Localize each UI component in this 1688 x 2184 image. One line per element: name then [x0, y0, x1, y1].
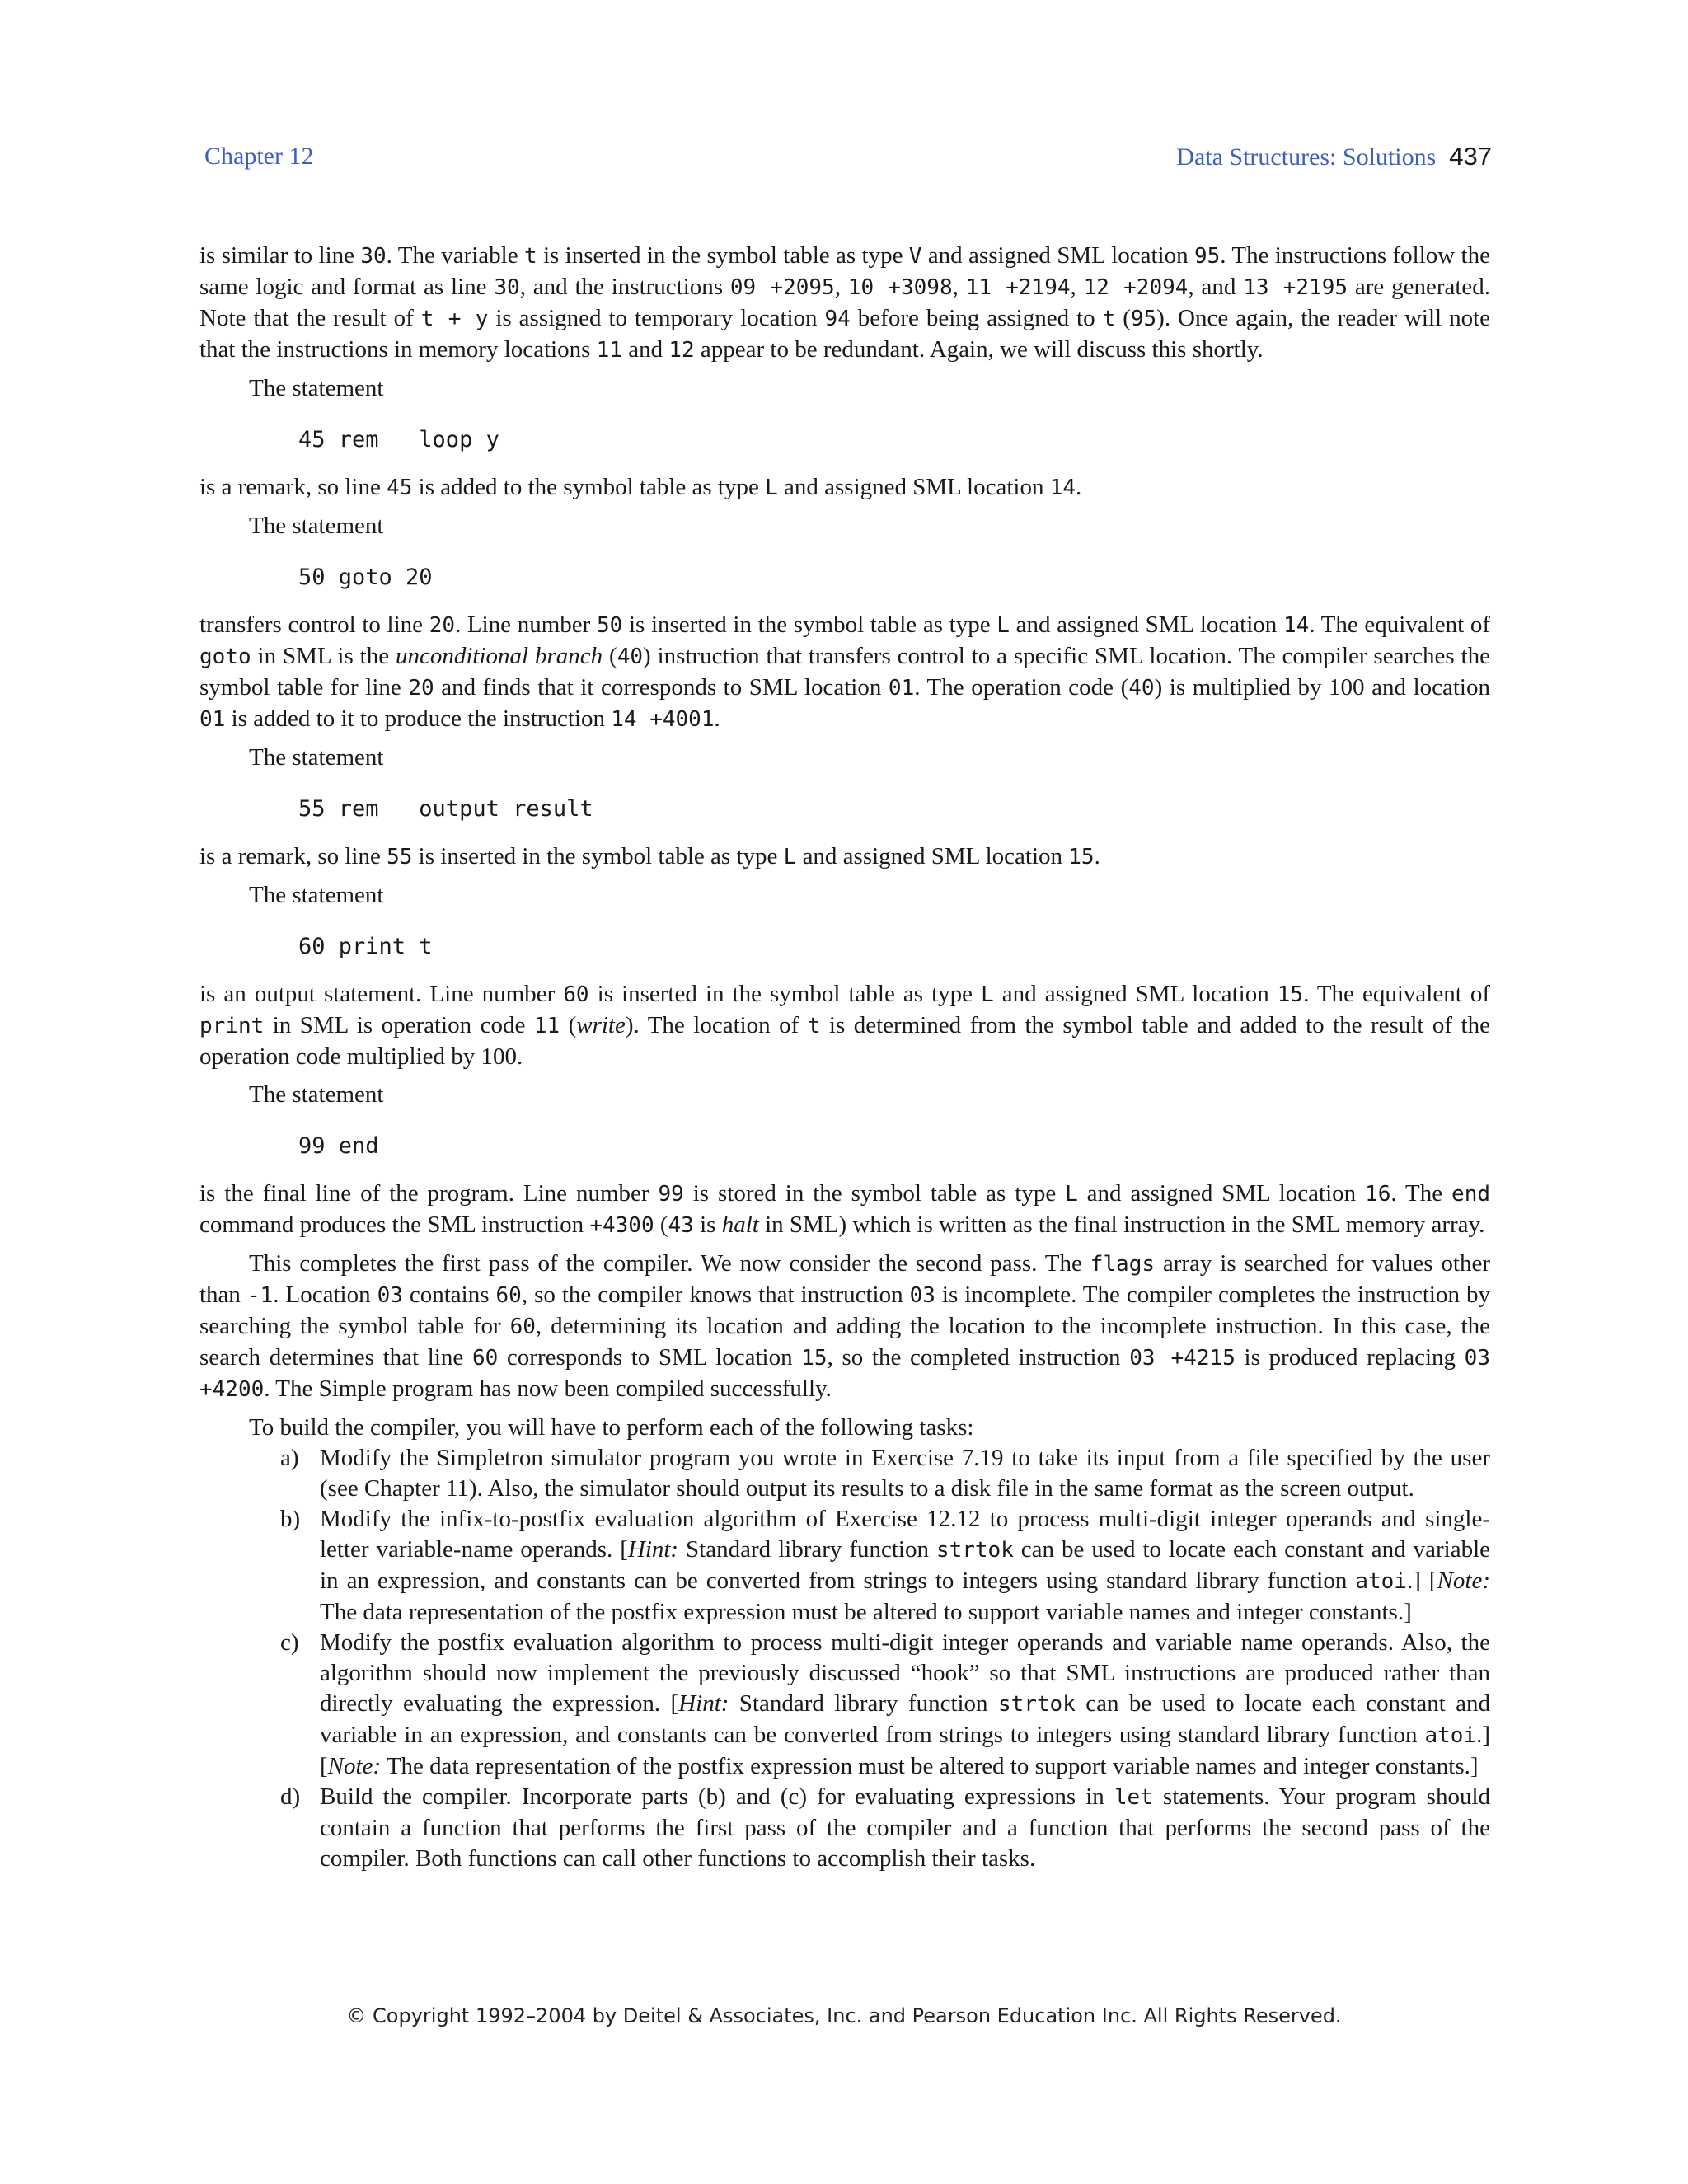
paragraph-second-pass: This completes the first pass of the compiler. We now consider the second pass. The flags array is searched for values other than -1. Location 03 contains 60, so the compiler knows that instruction 03 is incomplete. The compiler completes the instruction by searching the symbol table for 60, determining its location and adding the location to the incomplete instruction. In this case, the search determines that line 60 corresponds to SML location 15, so the completed instruction 03 +4215 is produced replacing 03 +4200. The Simple program has now been compiled successfully. [199, 1250, 1490, 1402]
statement-label: The statement [249, 744, 384, 771]
paragraph-line-60: is an output statement. Line number 60 is inserted in the symbol table as type L and assigned SML location 15. The equivalent of print in SML is operation code 11 (write). The location of t is determined from the symbol table and added to the result of the operation code multiplied by 100. [199, 981, 1490, 1070]
statement-label: The statement [249, 882, 384, 908]
paragraph-continuation: is similar to line 30. The variable t is inserted in the symbol table as type V and assigned SML location 95. The instructions follow the same logic and format as line 30, and the instructions 09 +2095, 10 +3098, 11 +2194, 12 +2094, and 13 +2195 are generated. Note that the result of t + y is assigned to temporary location 94 before being assigned to t (95). Once again, the reader will note that the instructions in memory locations 11 and 12 appear to be redundant. Again, we will discuss this shortly. [199, 242, 1491, 363]
statement-label: The statement [249, 513, 384, 539]
list-item-label: c) [280, 1629, 299, 1656]
chapter-heading: Chapter 12 [204, 143, 314, 170]
page-body [199, 241, 1490, 1874]
list-item-label: a) [280, 1445, 299, 1471]
paragraph-line-55: is a remark, so line 55 is inserted in the symbol table as type L and assigned SML location 15. [199, 843, 1100, 869]
list-item: b) Modify the infix-to-postfix evaluation algorithm of Exercise 12.12 to process multi-digit integer operands and single-letter variable-name operands. [Hint: Standard library function strtok can be used to locate each constant and variable in an expression, and constants can be converted from strings to integers using standard library function atoi.] [Note: The data representation of the postfix expression must be altered to support variable names and integer constants.] [280, 1506, 1491, 1625]
code-line-55: 55 rem output result [298, 796, 593, 822]
statement-label: The statement [249, 375, 384, 401]
statement-label: The statement [249, 1081, 384, 1108]
running-header [1176, 140, 1492, 174]
copyright-footer: © Copyright 1992–2004 by Deitel & Associates, Inc. and Pearson Education Inc. All Rights Reserved. [346, 2004, 1342, 2027]
page-number: 437 [1449, 142, 1492, 171]
list-item: a) Modify the Simpletron simulator program you wrote in Exercise 7.19 to take its input from a file specified by the user (see Chapter 11). Also, the simulator should output its results to a disk file in the same format as the screen output. [280, 1445, 1490, 1502]
code-line-99: 99 end [298, 1133, 379, 1159]
paragraph-tasks-intro: To build the compiler, you will have to perform each of the following tasks: [249, 1414, 974, 1441]
code-line-50: 50 goto 20 [298, 565, 433, 590]
task-list [199, 1443, 1490, 1874]
paragraph-line-50: transfers control to line 20. Line number 50 is inserted in the symbol table as type L and assigned SML location 14. The equivalent of goto in SML is the unconditional branch (40) instruction that transfers control to a specific SML location. The compiler searches the symbol table for line 20 and finds that it corresponds to SML location 01. The operation code (40) is multiplied by 100 and location 01 is added to it to produce the instruction 14 +4001. [199, 612, 1490, 732]
code-line-45: 45 rem loop y [298, 427, 499, 452]
paragraph-line-99: is the final line of the program. Line number 99 is stored in the symbol table as type L and assigned SML location 16. The end command produces the SML instruction +4300 (43 is halt in SML) which is written as the final instruction in the SML memory array. [199, 1180, 1491, 1238]
list-item: d) Build the compiler. Incorporate parts (b) and (c) for evaluating expressions in let statements. Your program should contain a function that performs the first pass of the compiler and a function that performs the second pass of the compiler. Both functions can call other functions to accomplish their tasks. [280, 1783, 1490, 1872]
list-item-label: d) [280, 1783, 301, 1810]
list-item: c) Modify the postfix evaluation algorithm to process multi-digit integer operands and variable name operands. Also, the algorithm should now implement the previously discussed “hook” so that SML instructions are produced rather than directly evaluating the expression. [Hint: Standard library function strtok can be used to locate each constant and variable in an expression, and constants can be converted from strings to integers using standard library function atoi.] [Note: The data representation of the postfix expression must be altered to support variable names and integer constants.] [280, 1629, 1490, 1779]
list-item-label: b) [280, 1506, 301, 1532]
section-title: Data Structures: Solutions [1176, 143, 1437, 171]
paragraph-line-45: is a remark, so line 45 is added to the symbol table as type L and assigned SML location 14. [199, 474, 1082, 500]
code-line-60: 60 print t [298, 934, 433, 959]
